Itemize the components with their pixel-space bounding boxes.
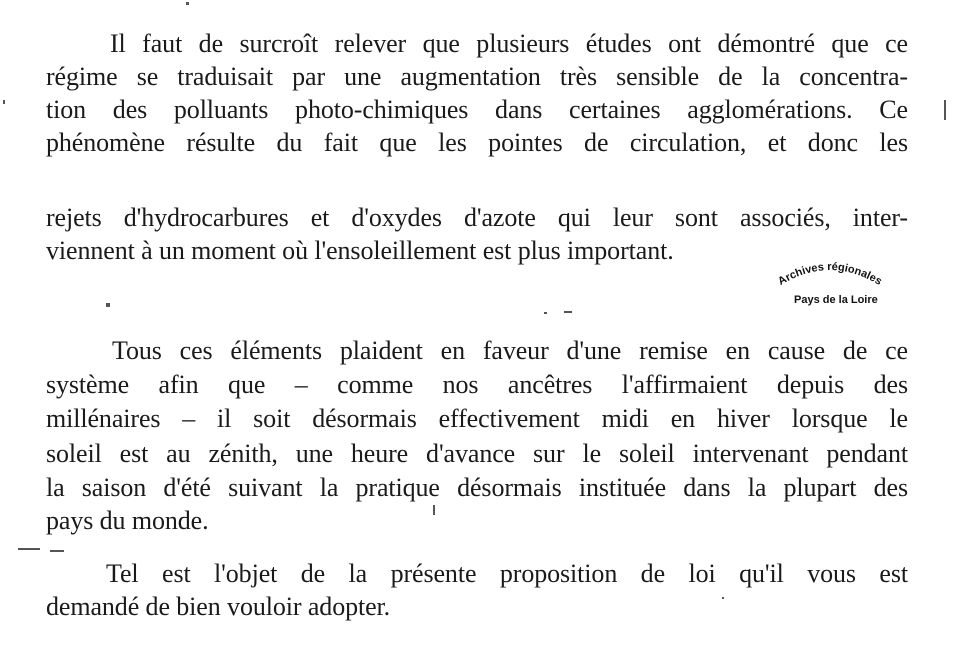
paragraph-1-line-1: Il faut de surcroît relever que plusieurs études ont démontré que ce	[110, 29, 908, 58]
paragraph-2-line-4: soleil est au zénith, une heure d'avance sur le soleil intervenant pendant	[46, 439, 908, 468]
scan-speck	[106, 303, 110, 307]
scan-speck	[944, 100, 946, 120]
paragraph-2-line-5: la saison d'été suivant la pratique désormais instituée dans la plupart des	[46, 473, 908, 502]
scan-speck	[186, 2, 189, 5]
paragraph-2-line-1: Tous ces éléments plaident en faveur d'une remise en cause de ce	[112, 336, 908, 365]
scan-speck	[564, 311, 572, 313]
paragraph-1-line-2: régime se traduisait par une augmentation très sensible de la concentra-	[46, 62, 908, 91]
scan-speck	[18, 548, 40, 550]
paragraph-2-line-2: système afin que – comme nos ancêtres l'affirmaient depuis des	[46, 370, 908, 399]
paragraph-1-line-6: viennent à un moment où l'ensoleillement est plus important.	[46, 236, 674, 265]
paragraph-2-line-6: pays du monde.	[46, 506, 209, 535]
archive-stamp-place: Pays de la Loire	[794, 294, 878, 306]
paragraph-1-line-4: phénomène résulte du fait que les pointes de circulation, et donc les	[46, 128, 908, 157]
paragraph-3-line-2: demandé de bien vouloir adopter.	[46, 592, 391, 621]
paragraph-1-line-3: tion des polluants photo-chimiques dans certaines agglomérations. Ce	[46, 95, 908, 124]
scan-speck	[50, 550, 64, 552]
svg-text:Archives régionales	[776, 261, 884, 288]
paragraph-3-line-1: Tel est l'objet de la présente proposition de loi qu'il vous est	[106, 559, 908, 588]
paragraph-1-line-5: rejets d'hydrocarbures et d'oxydes d'azote qui leur sont associés, inter-	[46, 203, 908, 232]
paragraph-2-line-3: millénaires – il soit désormais effectivement midi en hiver lorsque le	[46, 404, 908, 433]
scan-speck	[544, 312, 547, 314]
scan-speck	[3, 100, 5, 104]
scan-speck	[433, 505, 435, 515]
archive-stamp-title: Archives régionales	[776, 260, 884, 288]
scan-speck	[722, 597, 724, 599]
archive-stamp	[760, 256, 900, 316]
archive-stamp-arc	[760, 256, 900, 296]
